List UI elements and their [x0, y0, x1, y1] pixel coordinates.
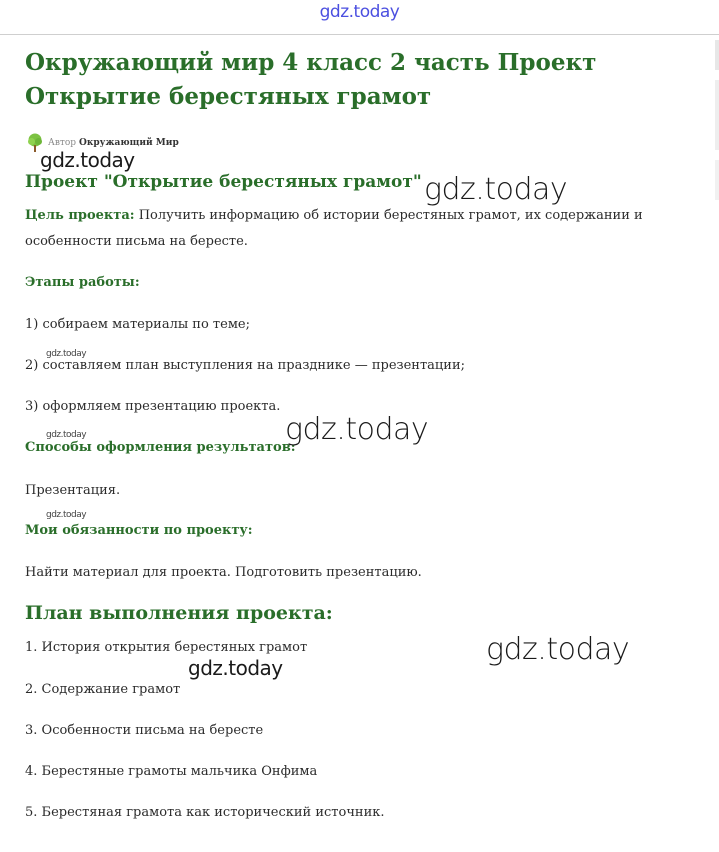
goal-text: Получить информацию об истории берестяных грамот, их содержании и особенности письма на бересте.	[25, 208, 643, 249]
plan-item: 1. История открытия берестяных грамот	[25, 640, 308, 655]
scroll-edge	[715, 160, 719, 200]
page-title: Окружающий мир 4 класс 2 часть Проект Открытие берестяных грамот	[25, 49, 597, 110]
watermark: gdz.today	[188, 656, 283, 680]
plan-item: 3. Особенности письма на бересте	[25, 723, 264, 738]
scroll-edge	[715, 40, 719, 70]
methods-label: Способы оформления результатов:	[25, 440, 296, 455]
watermark: gdz.today	[40, 148, 135, 172]
stage-item: 3) оформляем презентацию проекта.	[25, 399, 281, 414]
duties-text: Найти материал для проекта. Подготовить презентацию.	[25, 565, 422, 580]
watermark: gdz.today	[285, 412, 429, 447]
stage-item: 2) составляем план выступления на празднике — презентации;	[25, 358, 465, 373]
watermark: gdz.today	[486, 632, 630, 667]
plan-heading: План выполнения проекта:	[25, 602, 333, 624]
stage-item: 1) собираем материалы по теме;	[25, 317, 250, 332]
watermark: gdz.today	[46, 349, 87, 359]
site-header	[0, 0, 719, 35]
site-logo[interactable]: gdz.today	[319, 2, 400, 22]
scroll-edge	[715, 80, 719, 150]
watermark: gdz.today	[424, 172, 568, 207]
plan-item: 4. Берестяные грамоты мальчика Онфима	[25, 764, 318, 779]
project-subtitle: Проект "Открытие берестяных грамот"	[25, 172, 422, 192]
plan-item: 2. Содержание грамот	[25, 682, 181, 697]
plan-item: 5. Берестяная грамота как исторический источник.	[25, 805, 385, 820]
duties-label: Мои обязанности по проекту:	[25, 523, 253, 538]
watermark: gdz.today	[46, 430, 87, 440]
stages-label: Этапы работы:	[25, 275, 140, 290]
project-goal	[25, 203, 685, 255]
author-prefix: Автор	[48, 138, 77, 148]
author-name[interactable]: Окружающий Мир	[79, 138, 179, 148]
watermark: gdz.today	[46, 510, 87, 520]
goal-label: Цель проекта:	[25, 208, 135, 223]
methods-text: Презентация.	[25, 483, 121, 498]
